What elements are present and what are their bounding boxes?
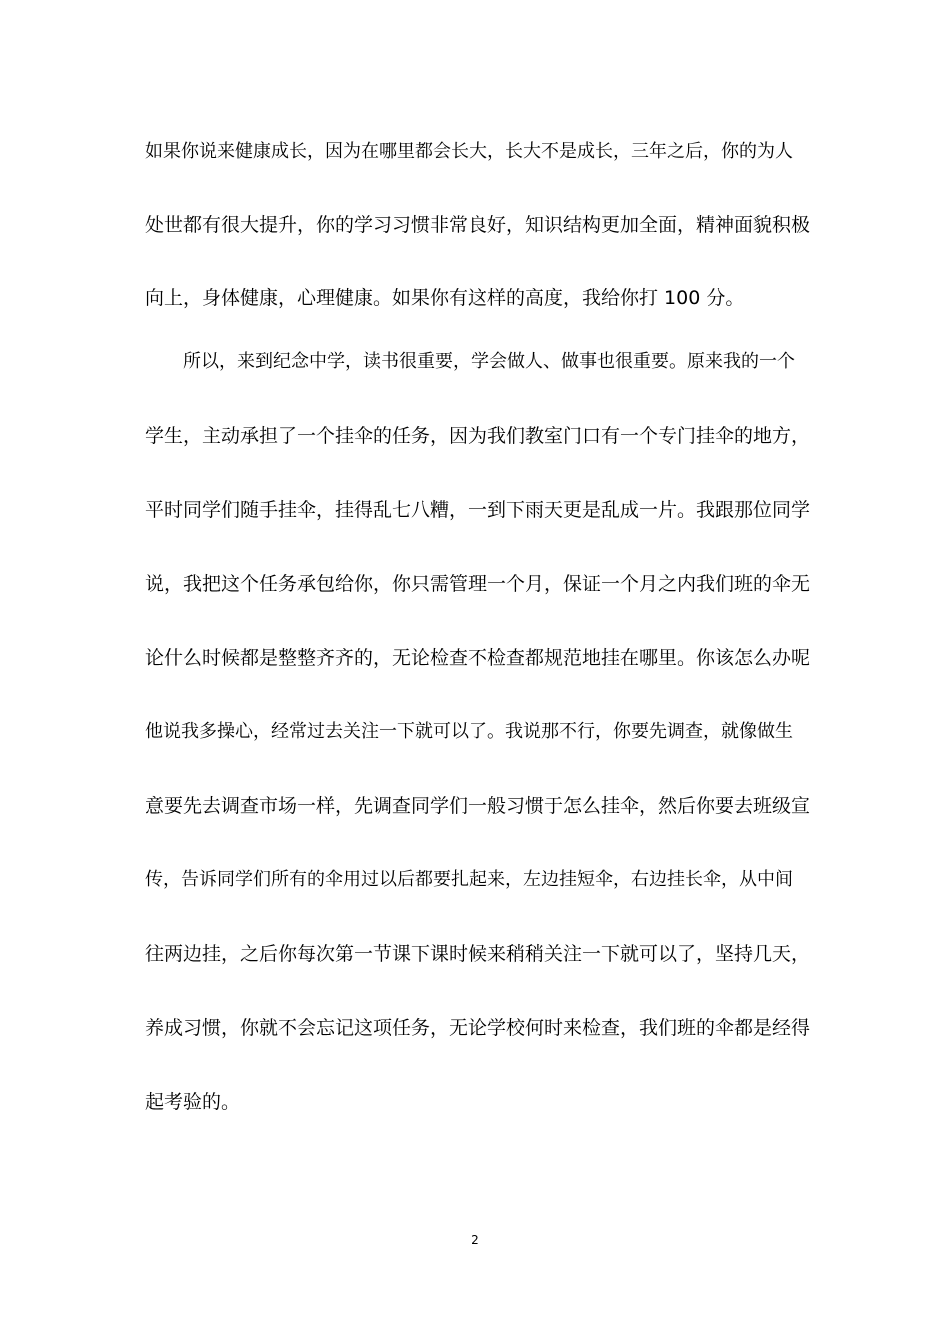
paragraph-line: 所以，来到纪念中学，读书很重要，学会做人、做事也很重要。原来我的一个 — [183, 351, 795, 372]
paragraph-line: 向上，身体健康，心理健康。如果你有这样的高度，我给你打 100 分。 — [145, 287, 745, 309]
paragraph-line: 处世都有很大提升，你的学习习惯非常良好，知识结构更加全面，精神面貌积极 — [145, 214, 811, 236]
paragraph-line: 起考验的。 — [145, 1091, 241, 1113]
paragraph-line: 养成习惯，你就不会忘记这项任务，无论学校何时来检查，我们班的伞都是经得 — [145, 1017, 811, 1039]
paragraph-line: 说，我把这个任务承包给你，你只需管理一个月，保证一个月之内我们班的伞无 — [145, 573, 811, 595]
paragraph-line: 他说我多操心，经常过去关注一下就可以了。我说那不行，你要先调查，就像做生 — [145, 721, 793, 742]
paragraph-line: 学生，主动承担了一个挂伞的任务，因为我们教室门口有一个专门挂伞的地方， — [145, 425, 811, 447]
paragraph-line: 意要先去调查市场一样，先调查同学们一般习惯于怎么挂伞，然后你要去班级宣 — [145, 795, 811, 817]
paragraph-line: 如果你说来健康成长，因为在哪里都会长大，长大不是成长，三年之后，你的为人 — [145, 141, 793, 162]
paragraph-line: 平时同学们随手挂伞，挂得乱七八糟，一到下雨天更是乱成一片。我跟那位同学 — [145, 499, 811, 521]
page-number: 2 — [471, 1233, 479, 1247]
paragraph-line: 传，告诉同学们所有的伞用过以后都要扎起来，左边挂短伞，右边挂长伞，从中间 — [145, 869, 793, 890]
paragraph-line: 论什么时候都是整整齐齐的，无论检查不检查都规范地挂在哪里。你该怎么办呢 — [145, 647, 811, 669]
paragraph-line: 往两边挂，之后你每次第一节课下课时候来稍稍关注一下就可以了，坚持几天， — [145, 943, 811, 965]
